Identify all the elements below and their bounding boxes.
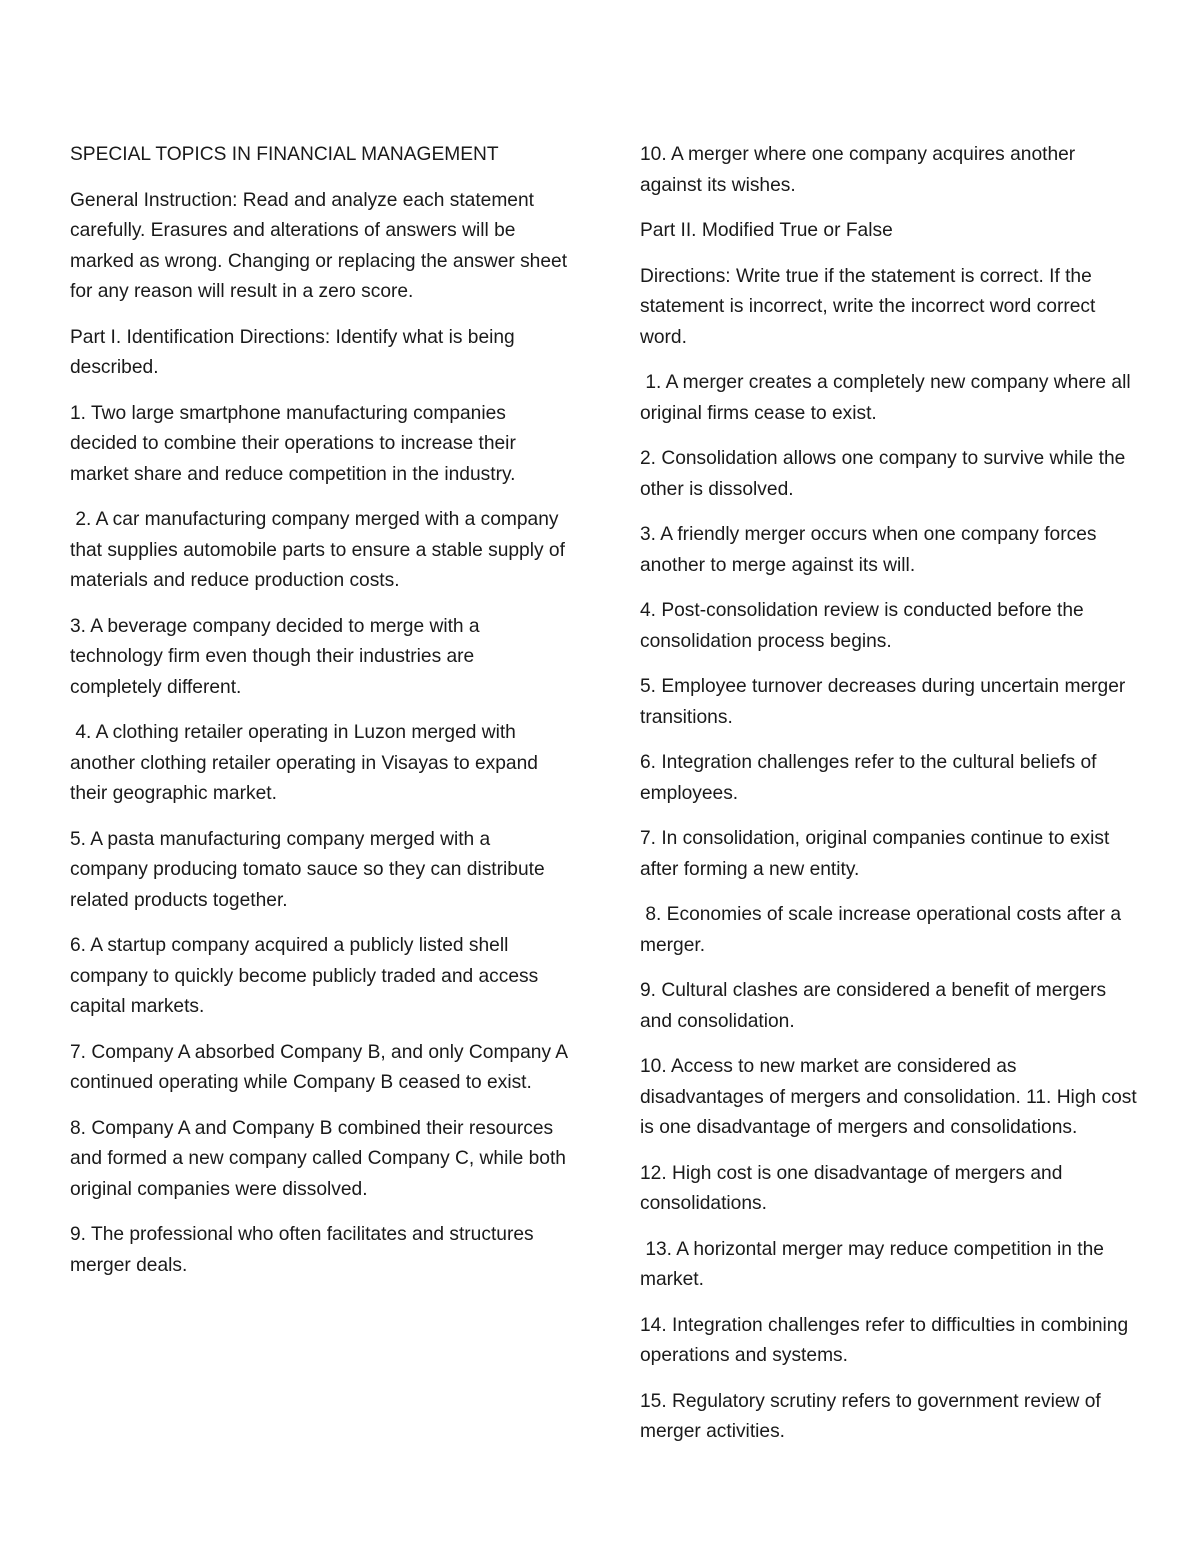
part2-heading: Part II. Modified True or False — [640, 220, 893, 241]
part2-item-5: 5. Employee turnover decreases during uncertain merger transitions. — [640, 676, 1131, 728]
part2-item-3: 3. A friendly merger occurs when one company forces another to merge against its will. — [640, 524, 1102, 576]
part1-heading: Part I. Identification Directions: Identify what is being described. — [70, 326, 521, 378]
part2-item-6: 6. Integration challenges refer to the cultural beliefs of employees. — [640, 752, 1102, 804]
general-instruction: General Instruction: Read and analyze each statement carefully. Erasures and alterations of answers will be marked as wrong. Changing or replacing the answer sheet for any reason will result in a zero score. — [70, 189, 573, 302]
part1-item-7: 7. Company A absorbed Company B, and only Company A continued operating while Company B ceased to exist. — [70, 1041, 573, 1093]
part2-directions: Directions: Write true if the statement is correct. If the statement is incorrect, write the incorrect word correct word. — [640, 265, 1101, 348]
part2-item-1: 1. A merger creates a completely new company where all original firms cease to exist. — [640, 372, 1136, 424]
part1-item-2: 2. A car manufacturing company merged with a company that supplies automobile parts to ensure a stable supply of materials and reduce production costs. — [70, 509, 571, 591]
part1-item-5: 5. A pasta manufacturing company merged with a company producing tomato sauce so they can distribute related products together. — [70, 828, 550, 911]
part1-item-1: 1. Two large smartphone manufacturing companies decided to combine their operations to increase their market share and reduce competition in the industry. — [70, 402, 522, 485]
part2-item-12: 12. High cost is one disadvantage of mergers and consolidations. — [640, 1162, 1068, 1214]
left-column — [70, 140, 573, 1463]
part2-item-2: 2. Consolidation allows one company to survive while the other is dissolved. — [640, 448, 1131, 500]
part2-item-14: 14. Integration challenges refer to difficulties in combining operations and systems. — [640, 1314, 1134, 1366]
document-page — [70, 140, 1143, 1463]
right-column — [640, 140, 1143, 1463]
part1-item-8: 8. Company A and Company B combined their resources and formed a new company called Company C, while both original companies were dissolved. — [70, 1117, 572, 1200]
part1-item-10: 10. A merger where one company acquires another against its wishes. — [640, 144, 1081, 196]
part2-item-7: 7. In consolidation, original companies continue to exist after forming a new entity. — [640, 828, 1115, 880]
document-title: SPECIAL TOPICS IN FINANCIAL MANAGEMENT — [70, 144, 499, 165]
part1-item-6: 6. A startup company acquired a publicly listed shell company to quickly become publicly traded and access capital markets. — [70, 935, 544, 1017]
part2-item-8: 8. Economies of scale increase operational costs after a merger. — [640, 904, 1127, 956]
part2-item-13: 13. A horizontal merger may reduce competition in the market. — [640, 1238, 1110, 1290]
part1-item-4: 4. A clothing retailer operating in Luzon merged with another clothing retailer operating in Visayas to expand their geographic market. — [70, 722, 544, 804]
part2-item-10: 10. Access to new market are considered as disadvantages of mergers and consolidation. 11. High cost is one disadvantage of mergers and consolidations. — [640, 1056, 1143, 1138]
part2-item-15: 15. Regulatory scrutiny refers to government review of merger activities. — [640, 1390, 1107, 1442]
part1-item-3: 3. A beverage company decided to merge with a technology firm even though their industries are completely different. — [70, 615, 485, 698]
part1-item-9: 9. The professional who often facilitates and structures merger deals. — [70, 1224, 539, 1276]
part2-item-4: 4. Post-consolidation review is conducted before the consolidation process begins. — [640, 600, 1090, 652]
part2-item-9: 9. Cultural clashes are considered a benefit of mergers and consolidation. — [640, 980, 1112, 1032]
